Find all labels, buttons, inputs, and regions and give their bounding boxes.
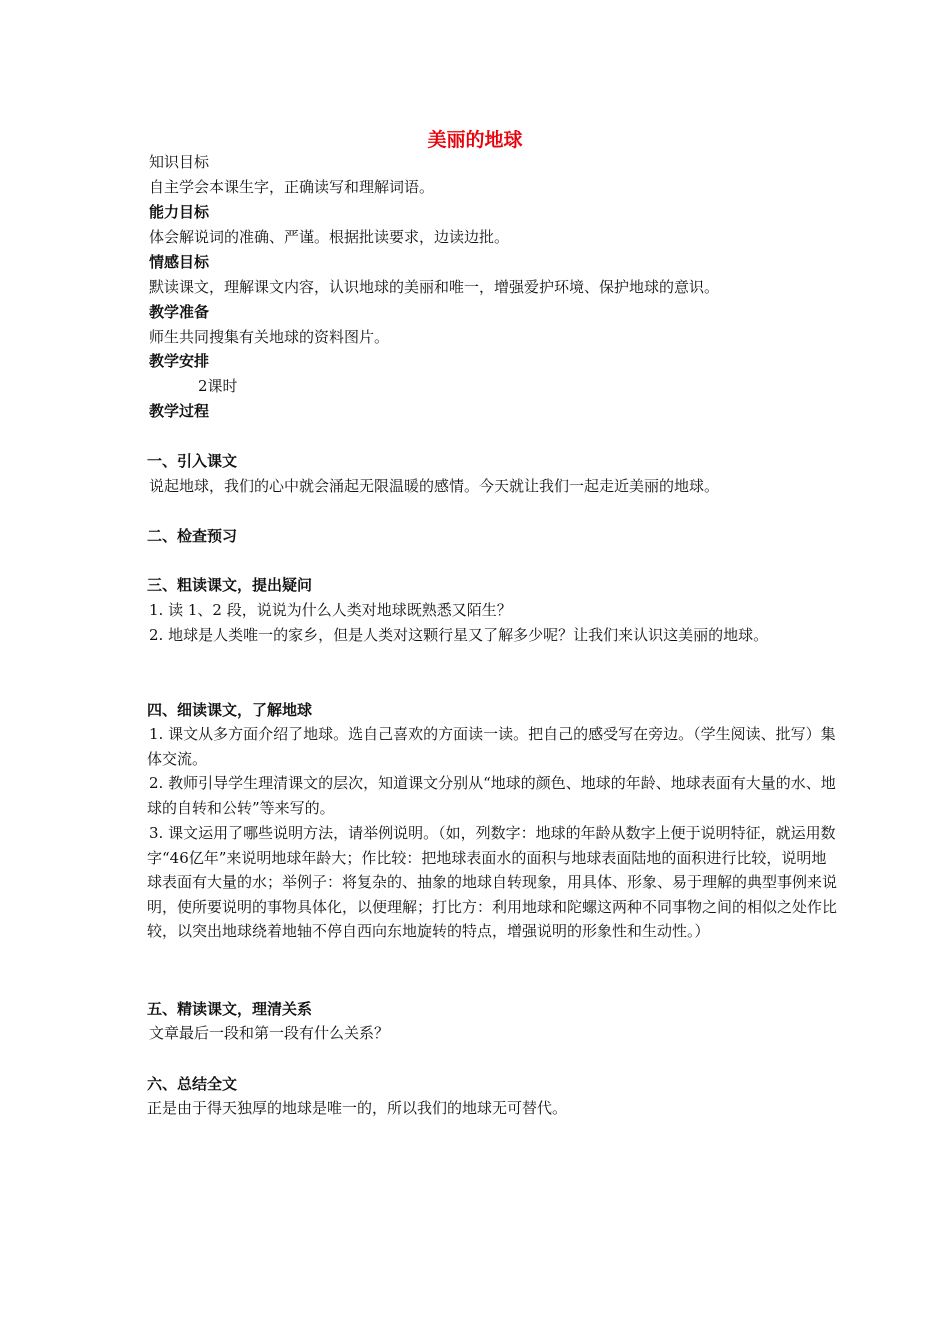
prep-text: 师生共同搜集有关地球的资料图片。 — [149, 328, 390, 346]
page-title: 美丽的地球 — [427, 129, 523, 151]
schedule-text: 2课时 — [198, 377, 238, 395]
knowledge-text: 自主学会本课生字，正确读写和理解词语。 — [149, 178, 435, 196]
section-3-heading: 三、粗读课文，提出疑问 — [147, 576, 313, 594]
emotion-heading: 情感目标 — [149, 253, 210, 271]
prep-heading: 教学准备 — [149, 303, 210, 321]
schedule-heading: 教学安排 — [149, 352, 210, 370]
section-2-heading: 二、检查预习 — [147, 527, 238, 545]
section-1-text: 说起地球，我们的心中就会涌起无限温暖的感情。今天就让我们一起走近美丽的地球。 — [149, 477, 720, 495]
process-heading: 教学过程 — [149, 402, 210, 420]
section-6-heading: 六、总结全文 — [147, 1075, 238, 1093]
section-1-heading: 一、引入课文 — [147, 452, 238, 470]
section-6-text: 正是由于得天独厚的地球是唯一的，所以我们的地球无可替代。 — [147, 1099, 568, 1117]
emotion-text: 默读课文，理解课文内容，认识地球的美丽和唯一，增强爱护环境、保护地球的意识。 — [149, 278, 720, 296]
ability-heading: 能力目标 — [149, 203, 210, 221]
section-5-heading: 五、精读课文，理清关系 — [147, 1000, 313, 1018]
section-4-heading: 四、细读课文，了解地球 — [147, 701, 313, 719]
section-3-item-1: 1. 读 1、2 段，说说为什么人类对地球既熟悉又陌生？ — [149, 601, 512, 619]
section-4-item-2: 2. 教师引导学生理清课文的层次，知道课文分别从“地球的颜色、地球的年龄、地球表面有大量的水、地球的自转和公转”等来写的。 — [147, 774, 836, 817]
section-4-item-3: 3. 课文运用了哪些说明方法，请举例说明。（如，列数字：地球的年龄从数字上便于说明特征，就运用数字“46亿年”来说明地球年龄大；作比较：把地球表面水的面积与地球表面陆地的面积进行比较，说明地球表面有大量的水；举例子：将复杂的、抽象的地球自转现象，用具体、形象、易于理解的典型事例来说明，使所要说明的事物具体化，以便理解；打比方：利用地球和陀螺这两种不同事物之间的相似之处作比较，以突出地球绕着地轴不停自西向东地旋转的特点，增强说明的形象性和生动性。） — [147, 824, 838, 940]
ability-text: 体会解说词的准确、严谨。根据批读要求，边读边批。 — [149, 228, 510, 246]
section-3-item-2: 2. 地球是人类唯一的家乡，但是人类对这颗行星又了解多少呢？让我们来认识这美丽的地球。 — [149, 626, 769, 644]
knowledge-heading: 知识目标 — [149, 153, 210, 171]
section-4-item-1: 1. 课文从多方面介绍了地球。选自己喜欢的方面读一读。把自己的感受写在旁边。（学生阅读、批写）集体交流。 — [147, 725, 836, 768]
section-5-text: 文章最后一段和第一段有什么关系？ — [149, 1024, 390, 1042]
